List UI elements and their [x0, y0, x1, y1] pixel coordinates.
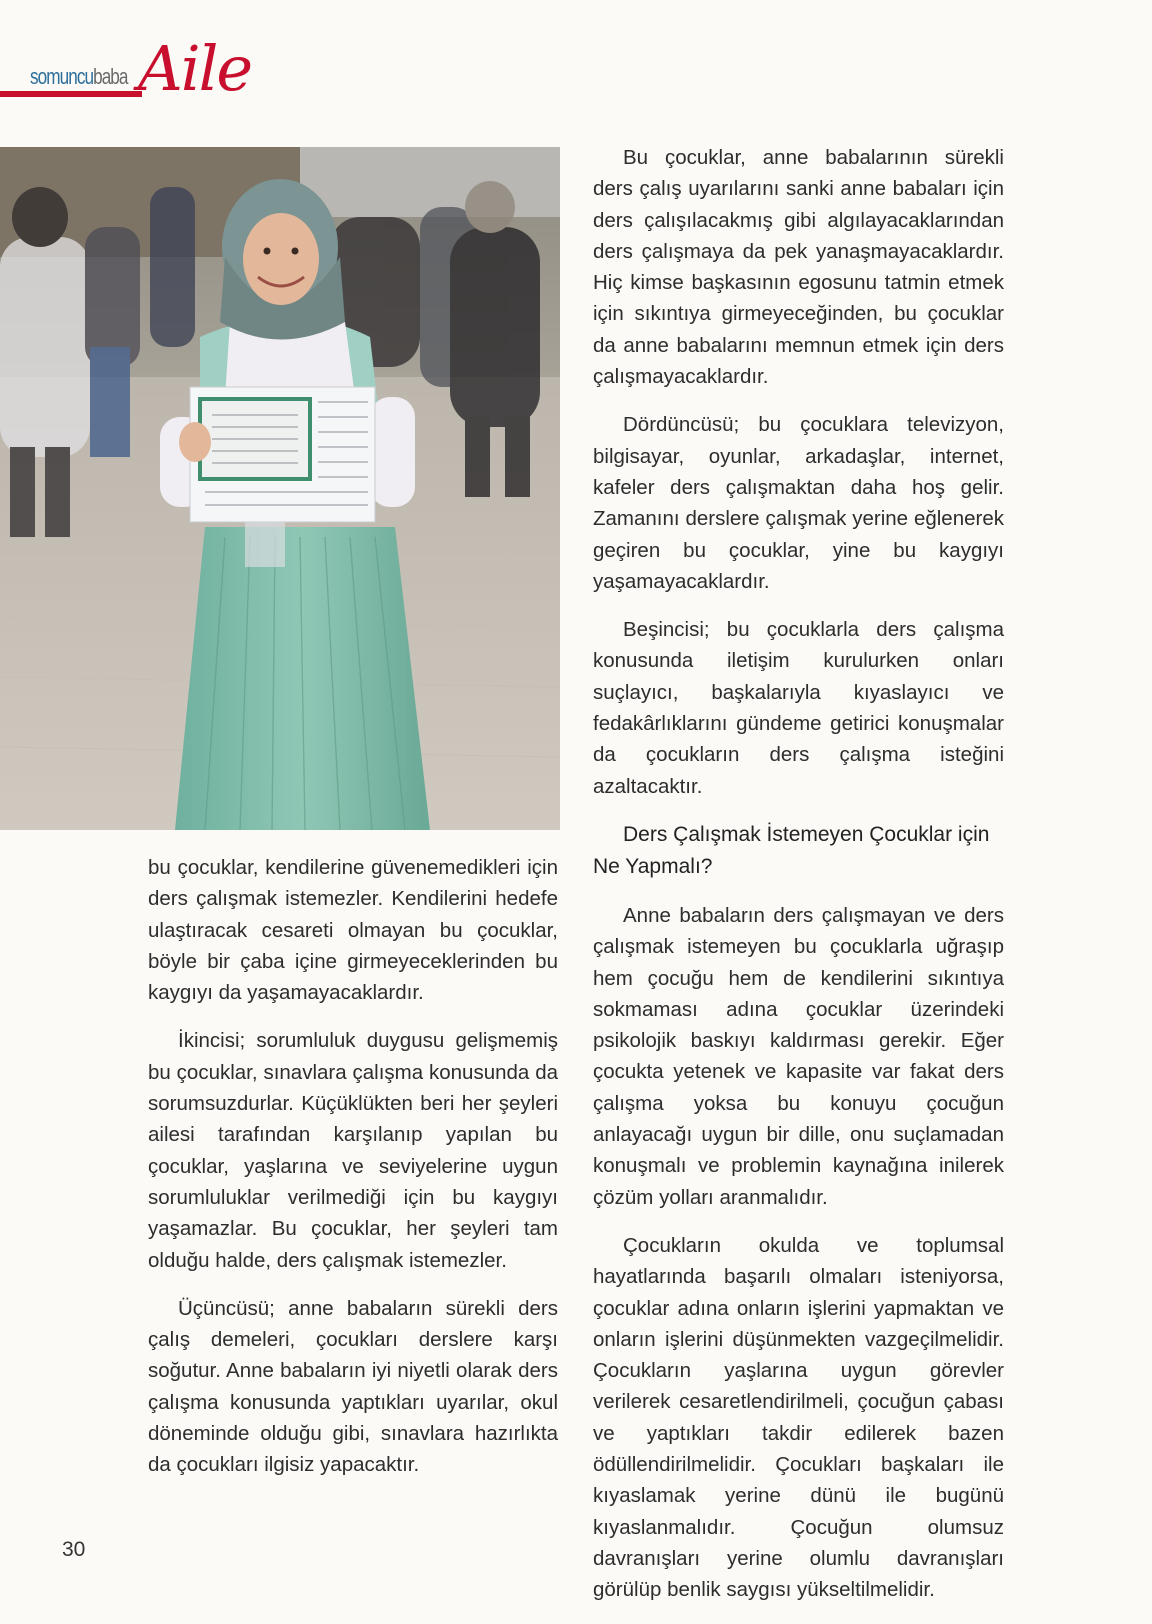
right-column [593, 142, 1004, 1622]
brand-logo [30, 64, 128, 90]
left-column [148, 852, 558, 1498]
paragraph: İkincisi; sorumluluk duygusu gelişmemiş bu çocuklar, sınavlara çalışma konusunda da sorumsuzdurlar. Küçüklükten beri her şeyleri ailesi tarafından karşılanıp yapılan bu çocuklar, yaşlarına ve seviyelerine uygun sorumluluklar verilmediği için bu kaygıyı yaşamazlar. Bu çocuklar, her şeyleri tam olduğu halde, ders çalışmak istemezler. [148, 1029, 558, 1272]
brand-part2: baba [93, 64, 128, 89]
paragraph: Beşincisi; bu çocuklarla ders çalışma konusunda iletişim kurulurken onları suçlayıcı, başkalarıyla kıyaslayıcı ve fedakârlıklarını gündeme getirici konuşmalar da çocukların ders çalışma isteğini azaltacaktır. [593, 618, 1004, 798]
page-number: 30 [62, 1538, 86, 1561]
masthead-red-rule [0, 91, 142, 97]
paragraph: Üçüncüsü; anne babaların sürekli ders çalış demeleri, çocukları derslere karşı soğutur. Anne babaların iyi niyetli olarak ders çalışma konusunda yaptıkları uyarılar, okul döneminde olduğu gibi, sınavlara hazırlıkta da çocukları ilgisiz yapacaktır. [148, 1296, 558, 1477]
masthead [0, 32, 260, 118]
section-title: Aile [138, 32, 252, 105]
paragraph: Dördüncüsü; bu çocuklara televizyon, bilgisayar, oyunlar, arkadaşlar, internet, kafeler ders çalışmaktan daha hoş gelir. Zamanını derslere çalışmak yerine eğlenerek geçiren bu çocuklar, yine bu kaygıyı yaşamayacaklardır. [593, 413, 1004, 593]
section-heading: Ders Çalışmak İstemeyen Çocuklar için Ne Yapmalı? [593, 822, 990, 878]
paragraph: Bu çocuklar, anne babalarının sürekli ders çalış uyarılarını sanki anne babaları için ders çalışılacakmış gibi algılayacaklarından ders çalışmaya da pek yanaşmayacaklardır. Hiç kimse başkasının egosunu tatmin etmek için sıkıntıya girmeyeceğinden, bu çocuklar da anne babalarını memnun etmek için ders çalışmayacaklardır. [593, 146, 1004, 389]
photo-girl-with-report-card-icon [0, 147, 560, 830]
paragraph: bu çocuklar, kendilerine güvenemedikleri için ders çalışmak istemezler. Kendilerini hedefe ulaştıracak cesareti olmayan bu çocuklar, böyle bir çaba içine girmeyeceklerinden bu kaygıyı da yaşamayacaklardır. [148, 856, 558, 1005]
paragraph: Çocukların okulda ve toplumsal hayatlarında başarılı olmaları isteniyorsa, çocuklar adına onların işlerini yapmaktan ve onların işlerini düşünmekten vazgeçilmelidir. Çocukların yaşlarına uygun görevler verilerek cesaretlendirilmeli, çocuğun çabası ve yaptıkları takdir edilerek bazen ödüllendirilmelidir. Çocukları başkaları ile kıyaslamak yerine dünü ile bugünü kıyaslanmalıdır. Çocuğun olumsuz davranışları yerine olumlu davranışları görülüp benlik saygısı yükseltilmelidir. [593, 1233, 1004, 1602]
article-photo [0, 147, 560, 830]
brand-part1: somuncu [30, 64, 94, 89]
paragraph: Anne babaların ders çalışmayan ve ders çalışmak istemeyen bu çocuklarla uğraşıp hem çocuğu hem de kendilerini sıkıntıya sokmaması adına çocuklar üzerindeki psikolojik baskıyı kaldırması gerekir. Eğer çocukta yetenek ve kapasite var fakat ders çalışma yoksa bu konuyu çocuğun anlayacağı uygun bir dille, onu suçlamadan konuşmalı ve problemin kaynağına inilerek çözüm yolları aranmalıdır. [593, 903, 1004, 1209]
